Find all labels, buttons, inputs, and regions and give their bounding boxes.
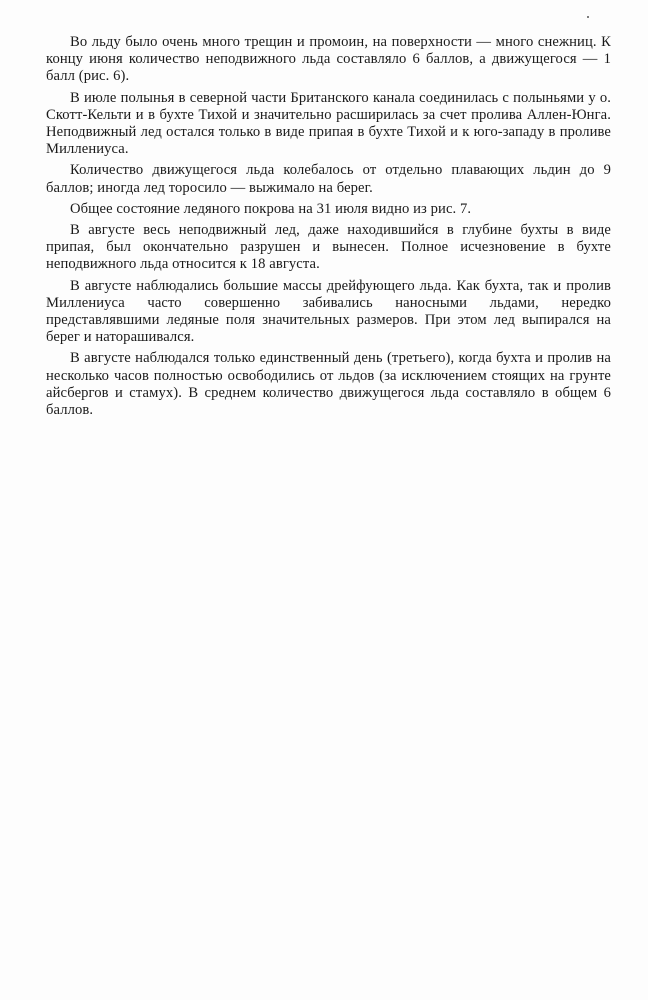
scan-speck — [587, 16, 589, 18]
paragraph-6: В августе наблюдались большие массы дрейфующего льда. Как бухта, так и пролив Миллениуса часто совершенно забивались наносными льдами, нередко представлявшими ледяные поля значительных размеров. При этом лед выпирался на берег и наторашивался. — [46, 277, 611, 346]
paragraph-1: Во льду было очень много трещин и промоин, на поверхности — много снежниц. К концу июня количество неподвижного льда составляло 6 баллов, а движущегося — 1 балл (рис. 6). — [46, 34, 611, 85]
paragraph-2: В июле полынья в северной части Британского канала соединилась с полыньями у о. Скотт-Кельти и в бухте Тихой и значительно расширилась за счет пролива Аллен-Юнга. Неподвижный лед остался только в виде припая в бухте Тихой и к юго-западу в проливе Миллениуса. — [46, 89, 611, 158]
paragraph-5: В августе весь неподвижный лед, даже находившийся в глубине бухты в виде припая, был окончательно разрушен и вынесен. Полное исчезновение в бухте неподвижного льда относится к 18 августа. — [46, 222, 611, 273]
paragraph-7: В августе наблюдался только единственный день (третьего), когда бухта и пролив на несколько часов полностью освободились от льдов (за исключением стоящих на грунте айсбергов и стамух). В среднем количество движущегося льда составляло в общем 6 баллов. — [46, 350, 611, 419]
body-text — [46, 34, 611, 423]
paragraph-4: Общее состояние ледяного покрова на 31 июля видно из рис. 7. — [70, 200, 472, 217]
paragraph-3: Количество движущегося льда колебалось от отдельно плавающих льдин до 9 баллов; иногда лед торосило — выжимало на берег. — [46, 162, 611, 196]
